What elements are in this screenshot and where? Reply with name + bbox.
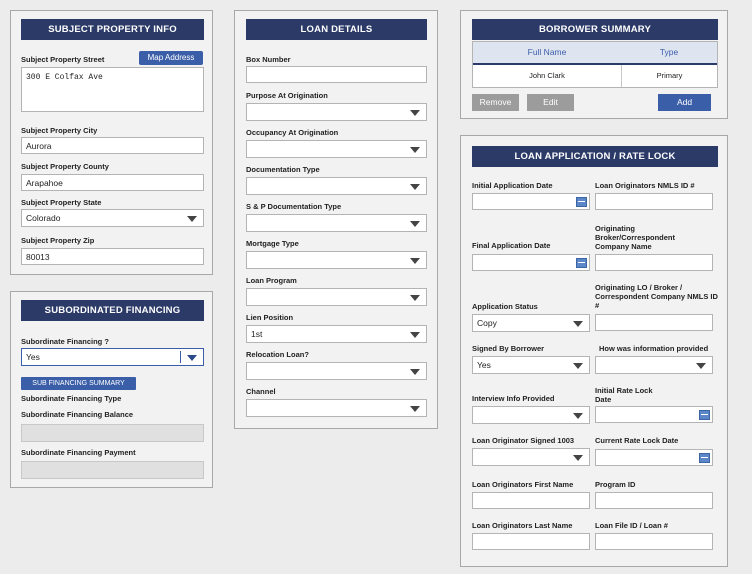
loan-program-label: Loan Program: [246, 276, 297, 285]
info-provided-select[interactable]: [595, 356, 713, 374]
current-rate-lock-label: Current Rate Lock Date: [595, 436, 679, 445]
table-row[interactable]: [473, 65, 717, 87]
originating-lo-input[interactable]: [595, 314, 713, 331]
subject-zip-input[interactable]: 80013: [21, 248, 204, 265]
subject-zip-label: Subject Property Zip: [21, 236, 95, 245]
purpose-select[interactable]: [246, 103, 427, 121]
loan-application-panel: [460, 135, 728, 567]
lien-position-value: 1st: [251, 329, 263, 339]
borrower-summary-panel: [460, 10, 728, 119]
initial-rate-lock-label: Initial Rate Lock Date: [595, 386, 653, 404]
sub-financing-value: Yes: [26, 352, 40, 362]
subject-city-label: Subject Property City: [21, 126, 98, 135]
subordinated-financing-header: SUBORDINATED FINANCING: [21, 300, 204, 321]
loan-file-id-label: Loan File ID / Loan #: [595, 521, 668, 530]
borrower-summary-header: BORROWER SUMMARY: [472, 19, 718, 40]
current-rate-lock-input[interactable]: [595, 449, 713, 466]
program-id-input[interactable]: [595, 492, 713, 509]
lo-signed-1003-select[interactable]: [472, 448, 590, 466]
lien-position-label: Lien Position: [246, 313, 294, 322]
subject-street-textarea[interactable]: 300 E Colfax Ave: [21, 67, 204, 112]
sub-financing-payment-input: [21, 461, 204, 479]
chevron-down-icon: [573, 455, 583, 461]
chevron-down-icon: [410, 295, 420, 301]
application-status-value: Copy: [477, 318, 497, 328]
signed-by-borrower-value: Yes: [477, 360, 491, 370]
chevron-down-icon: [410, 332, 420, 338]
loan-details-panel: [234, 10, 438, 429]
calendar-icon[interactable]: [576, 258, 587, 268]
mortgage-type-select[interactable]: [246, 251, 427, 269]
subject-city-input[interactable]: Aurora: [21, 137, 204, 154]
purpose-label: Purpose At Origination: [246, 91, 328, 100]
sub-financing-balance-label: Subordinate Financing Balance: [21, 410, 134, 419]
interview-info-select[interactable]: [472, 406, 590, 424]
chevron-down-icon: [187, 355, 197, 361]
sub-financing-summary-button[interactable]: SUB FINANCING SUMMARY: [21, 377, 136, 390]
lo-signed-1003-label: Loan Originator Signed 1003: [472, 436, 575, 445]
sub-financing-type-label: Subordinate Financing Type: [21, 394, 122, 403]
sp-documentation-type-label: S & P Documentation Type: [246, 202, 342, 211]
loan-application-header: LOAN APPLICATION / RATE LOCK: [472, 146, 718, 167]
calendar-icon[interactable]: [576, 197, 587, 207]
chevron-down-icon: [410, 147, 420, 153]
occupancy-label: Occupancy At Origination: [246, 128, 339, 137]
interview-info-label: Interview Info Provided: [472, 394, 555, 403]
channel-label: Channel: [246, 387, 276, 396]
chevron-down-icon: [410, 406, 420, 412]
chevron-down-icon: [187, 216, 197, 222]
row-full-name: John Clark: [529, 71, 565, 80]
subject-street-label: Subject Property Street: [21, 55, 105, 64]
chevron-down-icon: [573, 363, 583, 369]
borrower-table: [472, 41, 718, 88]
final-application-date-input[interactable]: [472, 254, 590, 271]
signed-by-borrower-label: Signed By Borrower: [472, 344, 545, 353]
originating-lo-label: Originating LO / Broker / Correspondent Company NMLS ID #: [595, 283, 718, 310]
originating-company-input[interactable]: [595, 254, 713, 271]
subject-state-value: Colorado: [26, 213, 61, 223]
subject-county-label: Subject Property County: [21, 162, 109, 171]
edit-borrower-button[interactable]: Edit: [527, 94, 574, 111]
subject-property-panel: [10, 10, 213, 275]
subject-state-label: Subject Property State: [21, 198, 102, 207]
lo-first-name-input[interactable]: [472, 492, 590, 509]
borrower-table-header: [473, 42, 717, 65]
initial-application-date-label: Initial Application Date: [472, 181, 553, 190]
documentation-type-select[interactable]: [246, 177, 427, 195]
loan-program-select[interactable]: [246, 288, 427, 306]
map-address-button[interactable]: Map Address: [139, 51, 203, 65]
sp-documentation-type-select[interactable]: [246, 214, 427, 232]
sub-financing-select[interactable]: [21, 348, 204, 366]
initial-rate-lock-input[interactable]: [595, 406, 713, 423]
nmls-id-label: Loan Originators NMLS ID #: [595, 181, 695, 190]
application-status-label: Application Status: [472, 302, 538, 311]
row-type: Primary: [656, 71, 683, 80]
relocation-loan-select[interactable]: [246, 362, 427, 380]
documentation-type-label: Documentation Type: [246, 165, 320, 174]
chevron-down-icon: [410, 110, 420, 116]
add-borrower-button[interactable]: Add: [658, 94, 711, 111]
channel-select[interactable]: [246, 399, 427, 417]
chevron-down-icon: [410, 258, 420, 264]
sub-financing-payment-label: Subordinate Financing Payment: [21, 448, 136, 457]
lo-last-name-label: Loan Originators Last Name: [472, 521, 573, 530]
chevron-down-icon: [573, 321, 583, 327]
box-number-label: Box Number: [246, 55, 291, 64]
chevron-down-icon: [696, 363, 706, 369]
program-id-label: Program ID: [595, 480, 636, 489]
col-full-name: Full Name: [527, 47, 567, 57]
signed-by-borrower-select[interactable]: [472, 356, 590, 374]
chevron-down-icon: [573, 413, 583, 419]
chevron-down-icon: [410, 369, 420, 375]
relocation-loan-label: Relocation Loan?: [246, 350, 309, 359]
subordinated-financing-panel: [10, 291, 213, 488]
final-application-date-label: Final Application Date: [472, 241, 551, 250]
nmls-id-input[interactable]: [595, 193, 713, 210]
lien-position-select[interactable]: [246, 325, 427, 343]
loan-file-id-input[interactable]: [595, 533, 713, 550]
initial-application-date-input[interactable]: [472, 193, 590, 210]
remove-borrower-button[interactable]: Remove: [472, 94, 519, 111]
mortgage-type-label: Mortgage Type: [246, 239, 299, 248]
subject-state-select[interactable]: [21, 209, 204, 227]
lo-first-name-label: Loan Originators First Name: [472, 480, 574, 489]
application-status-select[interactable]: [472, 314, 590, 332]
originating-company-label: Originating Broker/Correspondent Company Name: [595, 224, 676, 251]
sub-financing-label: Subordinate Financing ?: [21, 337, 109, 346]
subject-county-input[interactable]: Arapahoe: [21, 174, 204, 191]
lo-last-name-input[interactable]: [472, 533, 590, 550]
loan-details-header: LOAN DETAILS: [246, 19, 427, 40]
subject-property-header: SUBJECT PROPERTY INFO: [21, 19, 204, 40]
calendar-icon[interactable]: [699, 453, 710, 463]
sub-financing-balance-input: [21, 424, 204, 442]
occupancy-select[interactable]: [246, 140, 427, 158]
col-type: Type: [659, 47, 679, 57]
chevron-down-icon: [410, 221, 420, 227]
calendar-icon[interactable]: [699, 410, 710, 420]
box-number-input[interactable]: [246, 66, 427, 83]
select-divider: [180, 351, 181, 363]
info-provided-label: How was information provided: [599, 344, 709, 353]
chevron-down-icon: [410, 184, 420, 190]
